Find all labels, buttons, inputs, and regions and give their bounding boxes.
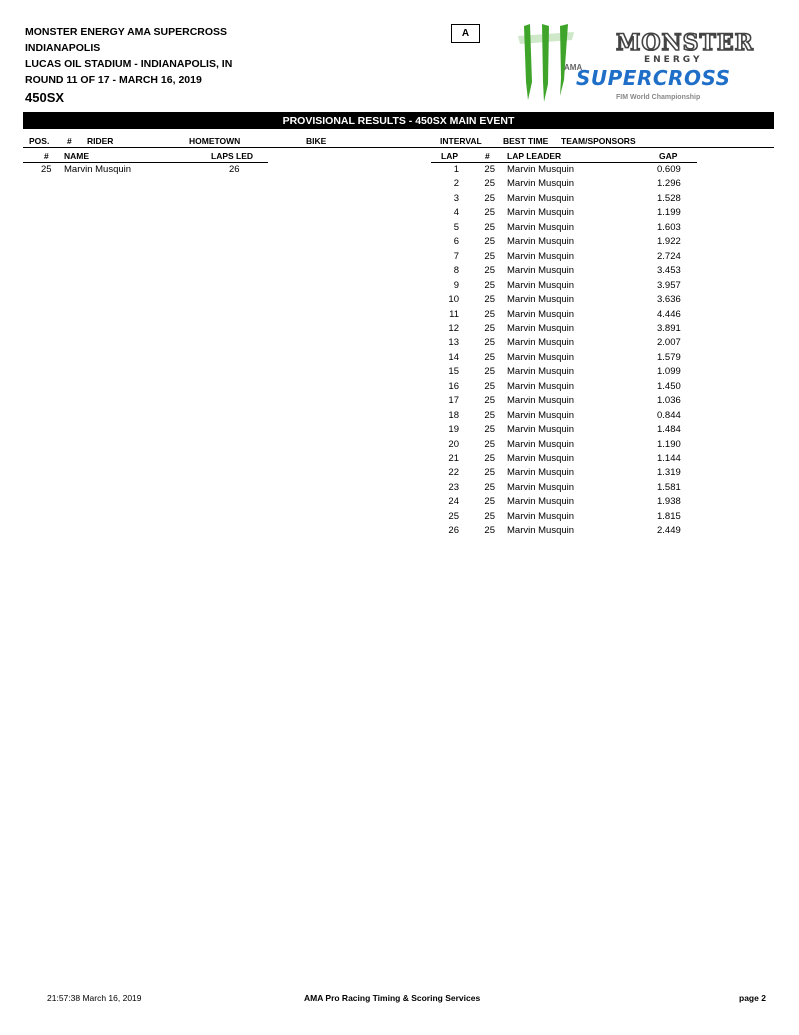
lap-number: 25 bbox=[448, 510, 459, 522]
leader-number: 25 bbox=[484, 525, 495, 537]
lap-gap: 3.891 bbox=[657, 322, 681, 334]
lap-gap: 0.844 bbox=[657, 409, 681, 421]
lap-leader-name: Marvin Musquin bbox=[507, 279, 575, 291]
logo-monster-text: MONSTER bbox=[616, 30, 754, 56]
lap-number: 13 bbox=[448, 337, 459, 349]
lap-gap: 1.484 bbox=[657, 424, 681, 436]
lap-leader-name: Marvin Musquin bbox=[507, 265, 575, 277]
header-rule bbox=[23, 147, 774, 148]
lap-number: 9 bbox=[453, 279, 459, 291]
lap-leader-name: Marvin Musquin bbox=[507, 250, 575, 262]
col-bike: BIKE bbox=[306, 136, 327, 146]
lap-gap: 1.603 bbox=[657, 221, 681, 233]
lap-gap: 1.199 bbox=[657, 207, 681, 219]
footer-page-number: page 2 bbox=[739, 993, 766, 1003]
lap-number: 4 bbox=[453, 207, 459, 219]
leader-number: 25 bbox=[484, 308, 495, 320]
lap-leader-name: Marvin Musquin bbox=[507, 337, 575, 349]
lap-gap: 1.581 bbox=[657, 481, 681, 493]
lap-gap: 1.296 bbox=[657, 178, 681, 190]
lap-number: 17 bbox=[448, 395, 459, 407]
logo-energy-text: ENERGY bbox=[644, 55, 703, 65]
laps-led-rider-name: Marvin Musquin bbox=[64, 164, 132, 175]
lap-number: 11 bbox=[449, 308, 459, 320]
lap-number: 7 bbox=[453, 250, 459, 262]
leader-number: 25 bbox=[484, 337, 495, 349]
lap-leader-name: Marvin Musquin bbox=[507, 467, 575, 479]
leader-number: 25 bbox=[484, 250, 495, 262]
lap-gap: 1.099 bbox=[657, 366, 681, 378]
lap-leader-name: Marvin Musquin bbox=[507, 178, 575, 190]
lap-gap: 2.007 bbox=[657, 337, 681, 349]
lap-gap: 2.724 bbox=[657, 250, 681, 262]
class-name: 450SX bbox=[25, 90, 65, 105]
leader-number: 25 bbox=[484, 453, 495, 464]
lap-number: 1 bbox=[453, 164, 459, 175]
leader-number: 25 bbox=[484, 351, 495, 363]
lap-leader-name: Marvin Musquin bbox=[507, 322, 575, 334]
lap-number: 24 bbox=[448, 496, 459, 508]
lap-leader-name: Marvin Musquin bbox=[507, 308, 575, 320]
leader-number: 25 bbox=[484, 164, 495, 175]
lap-number: 3 bbox=[453, 192, 459, 204]
laps-led-col-number: # bbox=[44, 151, 49, 161]
lap-leaders-col-number: # bbox=[485, 151, 490, 161]
laps-led-number: 25 bbox=[41, 164, 52, 175]
col-team-sponsors: TEAM/SPONSORS bbox=[561, 136, 636, 146]
laps-led-count: 26 bbox=[229, 164, 240, 175]
lap-leader-name: Marvin Musquin bbox=[507, 221, 575, 233]
lap-leaders-col-lap: LAP bbox=[441, 151, 458, 161]
event-city: INDIANAPOLIS bbox=[25, 42, 101, 54]
lap-number: 8 bbox=[453, 265, 459, 277]
lap-number: 2 bbox=[453, 178, 459, 190]
logo-ama-text: AMA bbox=[564, 63, 583, 72]
leader-number: 25 bbox=[484, 424, 495, 436]
leader-number: 25 bbox=[484, 236, 495, 248]
leader-number: 25 bbox=[484, 294, 495, 305]
lap-number: 5 bbox=[453, 221, 459, 233]
lap-leader-name: Marvin Musquin bbox=[507, 366, 575, 378]
leader-number: 25 bbox=[484, 279, 495, 291]
lap-number: 21 bbox=[448, 453, 459, 464]
lap-gap: 4.446 bbox=[657, 308, 681, 320]
lap-gap: 3.636 bbox=[657, 294, 681, 305]
leader-number: 25 bbox=[484, 481, 495, 493]
leader-number: 25 bbox=[484, 467, 495, 479]
lap-gap: 1.922 bbox=[657, 236, 681, 248]
supercross-logo bbox=[516, 22, 778, 104]
lap-number: 14 bbox=[448, 351, 459, 363]
col-pos: POS. bbox=[29, 136, 50, 146]
lap-leader-name: Marvin Musquin bbox=[507, 351, 575, 363]
footer-timestamp: 21:57:38 March 16, 2019 bbox=[47, 993, 142, 1003]
leader-number: 25 bbox=[484, 510, 495, 522]
leader-number: 25 bbox=[484, 221, 495, 233]
leader-number: 25 bbox=[484, 178, 495, 190]
lap-leader-name: Marvin Musquin bbox=[507, 424, 575, 436]
lap-leader-name: Marvin Musquin bbox=[507, 395, 575, 407]
lap-leader-name: Marvin Musquin bbox=[507, 481, 575, 493]
col-best-time: BEST TIME bbox=[503, 136, 549, 146]
logo-supercross-text: SUPERCROSS bbox=[576, 66, 731, 90]
lap-gap: 1.190 bbox=[657, 438, 681, 450]
lap-leader-name: Marvin Musquin bbox=[507, 453, 575, 464]
lap-number: 16 bbox=[448, 380, 459, 392]
leader-number: 25 bbox=[484, 192, 495, 204]
leader-number: 25 bbox=[484, 496, 495, 508]
lap-gap: 1.450 bbox=[657, 380, 681, 392]
lap-leader-name: Marvin Musquin bbox=[507, 496, 575, 508]
lap-leader-name: Marvin Musquin bbox=[507, 294, 575, 305]
lap-number: 22 bbox=[448, 467, 459, 479]
lap-gap: 3.957 bbox=[657, 279, 681, 291]
logo-tagline-text: FIM World Championship bbox=[616, 94, 701, 101]
leader-number: 25 bbox=[484, 322, 495, 334]
lap-leader-name: Marvin Musquin bbox=[507, 380, 575, 392]
event-venue: LUCAS OIL STADIUM - INDIANAPOLIS, IN bbox=[25, 58, 233, 70]
col-rider: RIDER bbox=[87, 136, 114, 146]
lap-leaders-rule bbox=[431, 162, 697, 163]
lap-number: 10 bbox=[448, 294, 459, 305]
leader-number: 25 bbox=[484, 207, 495, 219]
lap-gap: 2.449 bbox=[657, 525, 681, 537]
lap-gap: 1.528 bbox=[657, 192, 681, 204]
lap-gap: 1.815 bbox=[657, 510, 681, 522]
lap-gap: 1.579 bbox=[657, 351, 681, 363]
lap-leader-name: Marvin Musquin bbox=[507, 236, 575, 248]
leader-number: 25 bbox=[484, 438, 495, 450]
event-round: ROUND 11 OF 17 - MARCH 16, 2019 bbox=[25, 74, 202, 86]
lap-number: 20 bbox=[448, 438, 459, 450]
leader-number: 25 bbox=[484, 380, 495, 392]
lap-number: 18 bbox=[448, 409, 459, 421]
lap-gap: 1.144 bbox=[657, 453, 681, 464]
leader-number: 25 bbox=[484, 395, 495, 407]
lap-gap: 1.319 bbox=[657, 467, 681, 479]
lap-leader-name: Marvin Musquin bbox=[507, 525, 575, 537]
lap-gap: 3.453 bbox=[657, 265, 681, 277]
lap-number: 23 bbox=[448, 481, 459, 493]
lap-number: 26 bbox=[448, 525, 459, 537]
lap-leader-name: Marvin Musquin bbox=[507, 510, 575, 522]
lap-leader-name: Marvin Musquin bbox=[507, 164, 575, 175]
lap-leaders-col-gap: GAP bbox=[659, 151, 678, 161]
lap-leader-name: Marvin Musquin bbox=[507, 409, 575, 421]
col-hometown: HOMETOWN bbox=[189, 136, 241, 146]
col-interval: INTERVAL bbox=[440, 136, 482, 146]
leader-number: 25 bbox=[484, 366, 495, 378]
laps-led-col-laps: LAPS LED bbox=[211, 151, 254, 161]
lap-leader-name: Marvin Musquin bbox=[507, 438, 575, 450]
col-number: # bbox=[67, 136, 72, 146]
lap-leader-name: Marvin Musquin bbox=[507, 192, 575, 204]
lap-number: 6 bbox=[453, 236, 459, 248]
lap-number: 15 bbox=[448, 366, 459, 378]
lap-number: 19 bbox=[448, 424, 459, 436]
leader-number: 25 bbox=[484, 265, 495, 277]
footer-provider: AMA Pro Racing Timing & Scoring Services bbox=[304, 993, 481, 1003]
lap-gap: 1.036 bbox=[657, 395, 681, 407]
lap-number: 12 bbox=[448, 322, 459, 334]
lap-leader-name: Marvin Musquin bbox=[507, 207, 575, 219]
laps-led-rule bbox=[23, 162, 268, 163]
laps-led-col-name: NAME bbox=[64, 151, 90, 161]
lap-gap: 1.938 bbox=[657, 496, 681, 508]
section-box: A bbox=[451, 24, 480, 43]
lap-leaders-col-leader: LAP LEADER bbox=[507, 151, 562, 161]
results-banner: PROVISIONAL RESULTS - 450SX MAIN EVENT bbox=[23, 112, 774, 129]
leader-number: 25 bbox=[484, 409, 495, 421]
series-title: MONSTER ENERGY AMA SUPERCROSS bbox=[25, 26, 228, 38]
lap-gap: 0.609 bbox=[657, 164, 681, 175]
